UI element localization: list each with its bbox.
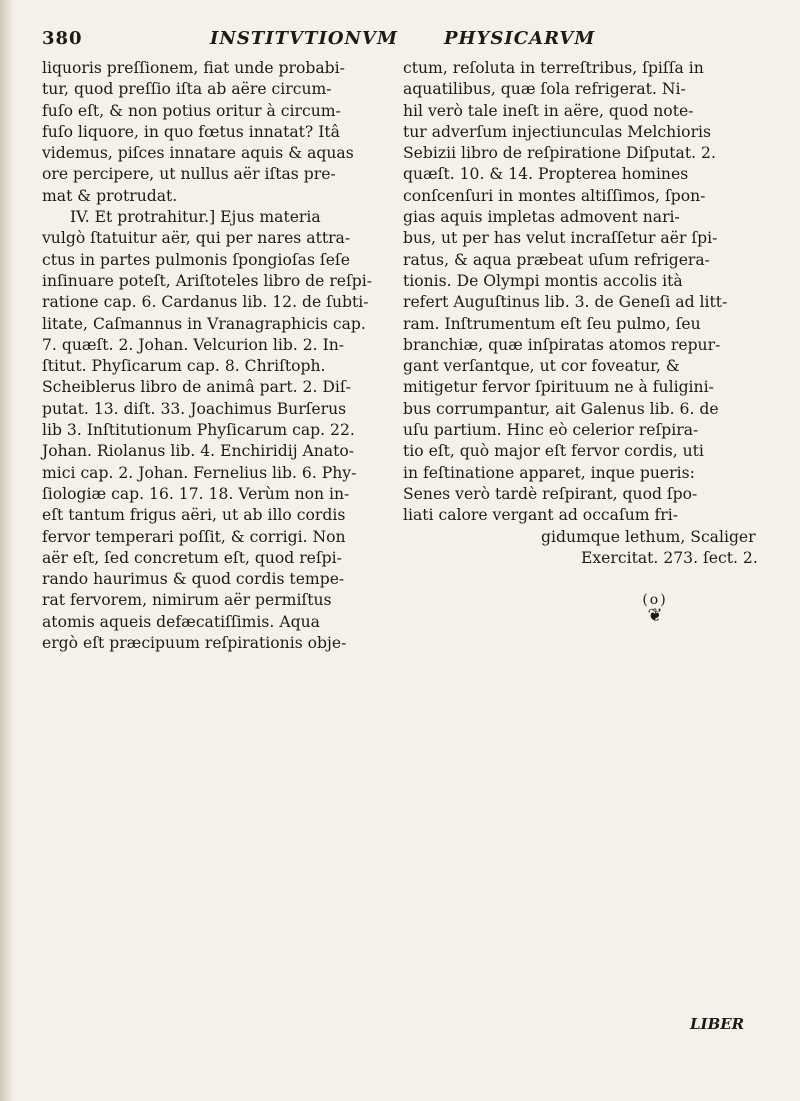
- catchword: LIBER: [690, 1015, 745, 1033]
- text-line: ratione cap. 6. Cardanus lib. 12. de ſubti-: [42, 293, 369, 312]
- text-line: ergò eſt præcipuum reſpirationis obje-: [42, 634, 347, 653]
- text-line: ctus in partes pulmonis ſpongioſas ſeſe: [42, 250, 350, 269]
- page-number: 380: [42, 28, 83, 49]
- section-heading-line: IV. Et protrahitur.] Ejus materia: [70, 208, 321, 227]
- text-line: ore percipere, ut nullus aër iſtas pre-: [42, 165, 336, 184]
- left-column: [42, 58, 388, 654]
- text-line: Scheiblerus libro de animâ part. 2. Diſ-: [42, 378, 351, 397]
- text-line: putat. 13. diſt. 33. Joachimus Burſerus: [42, 399, 347, 418]
- citation-line: Exercitat. 273. ſect. 2.: [581, 548, 758, 567]
- text-line: inſinuare poteſt, Ariſtoteles libro de reſpi-: [42, 271, 373, 290]
- text-line: bus corrumpantur, ait Galenus lib. 6. de: [403, 399, 719, 418]
- ornament-tail-icon: ❦: [647, 605, 663, 626]
- text-line: uſu partium. Hinc eò celerior reſpira-: [403, 421, 699, 440]
- text-line: Johan. Riolanus lib. 4. Enchiridij Anato-: [42, 442, 355, 461]
- text-line: rando haurimus & quod cordis tempe-: [42, 570, 345, 589]
- running-header: [42, 24, 742, 54]
- text-line: atomis aqueis defæcatiſſimis. Aqua: [42, 612, 320, 631]
- text-line: eſt tantum frigus aëri, ut ab illo cordis: [42, 506, 346, 525]
- text-line: liati calore vergant ad occaſum fri-: [403, 506, 678, 525]
- text-line: rat fervorem, nimirum aër permiſtus: [42, 591, 332, 610]
- text-line: quæſt. 10. & 14. Propterea homines: [403, 165, 689, 184]
- text-line: ſtitut. Phyſicarum cap. 8. Chriſtoph.: [42, 357, 326, 376]
- text-line: videmus, piſces innatare aquis & aquas: [42, 144, 354, 163]
- text-line: ratus, & aqua præbeat uſum refrigera-: [403, 250, 710, 269]
- text-line: Senes verò tardè reſpirant, quod ſpo-: [403, 484, 698, 503]
- text-line: mitigetur fervor ſpirituum ne à fuligini-: [403, 378, 714, 397]
- text-line: tur, quod preſſio iſta ab aëre circum-: [42, 80, 332, 99]
- text-line: hil verò tale ineſt in aëre, quod note-: [403, 101, 694, 120]
- text-line: conſcenſuri in montes altiſſimos, ſpon-: [403, 186, 706, 205]
- text-line: ctum, reſoluta in terreſtribus, ſpiſſa in: [403, 59, 704, 77]
- text-line: fuſo liquore, in quo fœtus innatat? Itâ: [42, 122, 340, 141]
- text-line: ſiologiæ cap. 16. 17. 18. Verùm non in-: [42, 484, 350, 503]
- text-line: aquatilibus, quæ ſola refrigerat. Ni-: [403, 80, 686, 99]
- text-line: tur adverſum injectiunculas Melchioris: [403, 122, 712, 141]
- text-line: gidumque lethum, Scaliger: [541, 527, 756, 546]
- running-title-left: INSTITVTIONVM: [210, 28, 398, 49]
- text-line: gias aquis impletas admovent nari-: [403, 208, 680, 227]
- end-ornament: [620, 592, 690, 642]
- text-line: 7. quæſt. 2. Johan. Velcurion lib. 2. In-: [42, 335, 345, 354]
- text-line: Sebizii libro de reſpiratione Diſputat. 2.: [403, 144, 716, 163]
- running-title-right: PHYSICARVM: [444, 28, 596, 49]
- text-line: lib 3. Inſtitutionum Phyſicarum cap. 22.: [42, 421, 355, 440]
- text-line: gant verſantque, ut cor foveatur, &: [403, 357, 680, 376]
- page-edge-shadow: [0, 0, 14, 1101]
- text-line: refert Auguſtinus lib. 3. de Geneſi ad litt-: [403, 293, 728, 312]
- text-line: tionis. De Olympi montis accolis ità: [403, 271, 683, 290]
- text-line: mat & protrudat.: [42, 186, 178, 205]
- text-line: fuſo eſt, & non potius oritur à circum-: [42, 101, 341, 120]
- text-line: bus, ut per has velut incraſſetur aër ſpi-: [403, 229, 718, 248]
- text-line: mici cap. 2. Johan. Fernelius lib. 6. Phy-: [42, 463, 357, 482]
- text-line: tio eſt, quò major eſt fervor cordis, uti: [403, 442, 704, 461]
- text-line: vulgò ſtatuitur aër, qui per nares attra-: [42, 229, 351, 248]
- ornament-text: (o): [642, 592, 668, 608]
- text-line: aër eſt, ſed concretum eſt, quod reſpi-: [42, 548, 342, 567]
- text-line: ram. Inſtrumentum eſt ſeu pulmo, ſeu: [403, 314, 701, 333]
- text-line: liquoris preſſionem, fiat unde probabi-: [42, 59, 345, 77]
- text-line: branchiæ, quæ inſpiratas atomos repur-: [403, 335, 721, 354]
- right-column: [403, 58, 768, 569]
- text-line: in feſtinatione apparet, inque pueris:: [403, 463, 695, 482]
- text-line: fervor temperari poſſit, & corrigi. Non: [42, 527, 346, 546]
- text-line: litate, Caſmannus in Vranagraphicis cap.: [42, 314, 366, 333]
